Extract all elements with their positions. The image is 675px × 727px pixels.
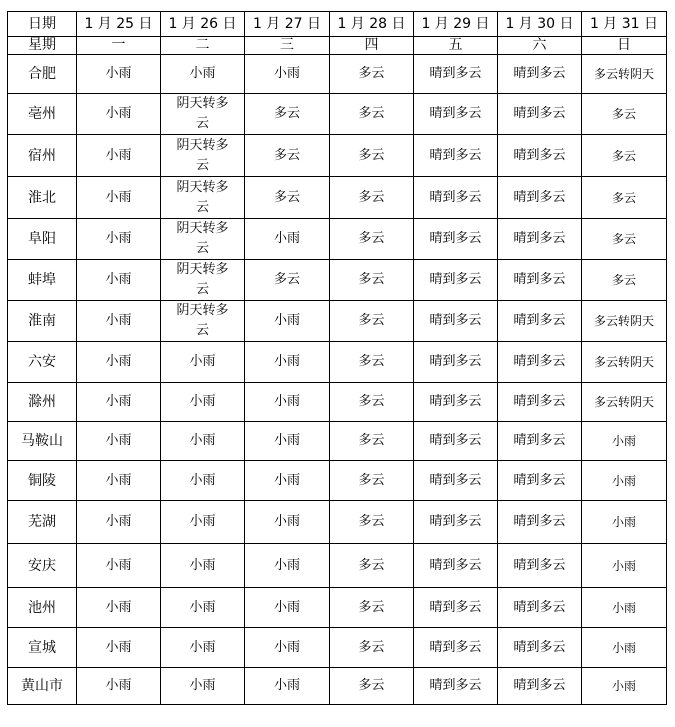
weather-cell: 晴到多云 <box>414 301 498 342</box>
weather-cell: 小雨 <box>161 55 245 94</box>
weather-cell: 多云 <box>330 135 414 177</box>
table-row <box>8 422 667 461</box>
header-date-row <box>8 12 667 37</box>
weekday-header-cell: 二 <box>161 37 245 55</box>
weather-cell: 晴到多云 <box>414 55 498 94</box>
weather-cell: 多云 <box>245 94 330 135</box>
weather-cell: 小雨 <box>582 422 667 461</box>
weather-cell: 多云 <box>245 177 330 219</box>
weather-cell: 小雨 <box>77 260 161 301</box>
weather-cell: 晴到多云 <box>414 544 498 588</box>
table-row <box>8 260 667 301</box>
weather-cell: 小雨 <box>77 219 161 260</box>
weather-cell: 晴到多云 <box>414 501 498 544</box>
weather-cell: 晴到多云 <box>414 588 498 628</box>
weather-cell: 多云 <box>582 260 667 301</box>
table-row <box>8 588 667 628</box>
weather-cell: 小雨 <box>245 544 330 588</box>
weather-cell: 晴到多云 <box>498 260 582 301</box>
city-cell: 安庆 <box>8 544 77 588</box>
weather-cell: 小雨 <box>245 461 330 501</box>
weather-text: 阴天转多云 <box>176 137 229 173</box>
table-row <box>8 544 667 588</box>
weather-cell: 小雨 <box>245 422 330 461</box>
weather-cell <box>161 301 245 342</box>
weather-cell: 多云 <box>330 544 414 588</box>
weather-cell: 多云 <box>330 301 414 342</box>
weather-cell: 多云 <box>330 55 414 94</box>
city-cell: 滁州 <box>8 383 77 422</box>
weather-cell <box>161 219 245 260</box>
weather-cell: 晴到多云 <box>414 260 498 301</box>
weather-cell: 小雨 <box>161 668 245 705</box>
weather-cell: 晴到多云 <box>498 668 582 705</box>
weather-cell: 多云 <box>330 177 414 219</box>
weather-cell: 小雨 <box>77 422 161 461</box>
weather-cell: 小雨 <box>245 301 330 342</box>
weather-cell: 多云 <box>582 135 667 177</box>
weather-cell: 小雨 <box>582 588 667 628</box>
weekday-header-cell: 五 <box>414 37 498 55</box>
city-cell: 合肥 <box>8 55 77 94</box>
weather-cell: 小雨 <box>245 55 330 94</box>
table-row <box>8 219 667 260</box>
weather-cell: 小雨 <box>77 461 161 501</box>
weather-cell: 小雨 <box>161 628 245 668</box>
city-cell: 池州 <box>8 588 77 628</box>
weather-cell: 晴到多云 <box>498 55 582 94</box>
city-cell: 淮南 <box>8 301 77 342</box>
weather-cell: 多云转阴天 <box>582 383 667 422</box>
weather-cell: 多云 <box>330 94 414 135</box>
weather-cell: 小雨 <box>582 544 667 588</box>
weather-cell: 多云 <box>330 461 414 501</box>
weather-forecast-table <box>7 11 667 705</box>
table-row <box>8 55 667 94</box>
city-cell: 蚌埠 <box>8 260 77 301</box>
date-header-cell: 1 月 29 日 <box>414 12 498 37</box>
weather-cell: 晴到多云 <box>414 135 498 177</box>
weather-cell: 小雨 <box>161 422 245 461</box>
weather-cell: 多云 <box>330 260 414 301</box>
city-cell: 铜陵 <box>8 461 77 501</box>
weather-cell: 小雨 <box>245 628 330 668</box>
weather-cell: 小雨 <box>582 668 667 705</box>
date-header-cell: 1 月 30 日 <box>498 12 582 37</box>
weekday-header-cell: 六 <box>498 37 582 55</box>
weather-cell: 小雨 <box>245 668 330 705</box>
city-cell: 淮北 <box>8 177 77 219</box>
city-cell: 宿州 <box>8 135 77 177</box>
weather-cell: 晴到多云 <box>498 219 582 260</box>
weather-cell: 小雨 <box>245 588 330 628</box>
weather-cell: 晴到多云 <box>498 422 582 461</box>
city-cell: 亳州 <box>8 94 77 135</box>
weather-cell: 多云 <box>330 422 414 461</box>
weather-text: 阴天转多云 <box>176 262 229 297</box>
weekday-header-cell: 日 <box>582 37 667 55</box>
weather-cell: 晴到多云 <box>414 94 498 135</box>
weather-cell: 小雨 <box>77 383 161 422</box>
table-row <box>8 135 667 177</box>
weather-cell: 小雨 <box>77 55 161 94</box>
weather-cell: 多云 <box>582 94 667 135</box>
weather-cell: 晴到多云 <box>414 628 498 668</box>
city-cell: 六安 <box>8 342 77 383</box>
weather-cell: 小雨 <box>77 301 161 342</box>
weather-text: 阴天转多云 <box>176 221 229 256</box>
weather-cell: 小雨 <box>77 668 161 705</box>
weather-cell: 多云 <box>330 501 414 544</box>
date-header-cell: 1 月 31 日 <box>582 12 667 37</box>
weather-cell: 小雨 <box>77 544 161 588</box>
weather-cell: 多云 <box>330 219 414 260</box>
weather-cell: 晴到多云 <box>498 628 582 668</box>
weather-cell: 多云 <box>245 260 330 301</box>
weather-cell: 小雨 <box>582 501 667 544</box>
weather-cell: 晴到多云 <box>498 544 582 588</box>
weather-cell: 小雨 <box>245 383 330 422</box>
weather-cell: 晴到多云 <box>498 342 582 383</box>
date-header-cell: 1 月 25 日 <box>77 12 161 37</box>
weather-text: 阴天转多云 <box>176 303 229 338</box>
table-row <box>8 461 667 501</box>
date-header-cell: 1 月 28 日 <box>330 12 414 37</box>
weekday-header-cell: 一 <box>77 37 161 55</box>
weather-cell: 晴到多云 <box>498 301 582 342</box>
city-cell: 黄山市 <box>8 668 77 705</box>
table-row <box>8 501 667 544</box>
city-cell: 宣城 <box>8 628 77 668</box>
weather-cell <box>161 177 245 219</box>
weather-cell: 晴到多云 <box>414 383 498 422</box>
date-header-cell: 1 月 26 日 <box>161 12 245 37</box>
city-cell: 马鞍山 <box>8 422 77 461</box>
weather-text: 阴天转多云 <box>176 96 229 131</box>
weather-cell: 小雨 <box>77 135 161 177</box>
weather-cell: 小雨 <box>77 177 161 219</box>
weather-cell: 晴到多云 <box>414 422 498 461</box>
weather-cell: 小雨 <box>161 544 245 588</box>
weather-cell: 小雨 <box>582 628 667 668</box>
weather-cell: 晴到多云 <box>498 461 582 501</box>
weather-cell <box>161 135 245 177</box>
weather-cell: 晴到多云 <box>414 342 498 383</box>
weather-cell: 晴到多云 <box>414 668 498 705</box>
date-header-cell: 1 月 27 日 <box>245 12 330 37</box>
weather-cell <box>161 94 245 135</box>
weather-cell: 多云转阴天 <box>582 342 667 383</box>
weather-cell: 小雨 <box>161 501 245 544</box>
weather-cell: 小雨 <box>77 628 161 668</box>
weather-cell: 小雨 <box>582 461 667 501</box>
weather-cell: 多云 <box>582 177 667 219</box>
weather-cell: 小雨 <box>245 342 330 383</box>
weather-cell: 晴到多云 <box>414 461 498 501</box>
table-row <box>8 177 667 219</box>
table-row <box>8 342 667 383</box>
table-row <box>8 383 667 422</box>
weekday-header-cell: 四 <box>330 37 414 55</box>
table-row <box>8 628 667 668</box>
header-weekday-row <box>8 37 667 55</box>
weather-cell: 多云转阴天 <box>582 301 667 342</box>
weather-cell <box>161 260 245 301</box>
weekday-header-cell: 三 <box>245 37 330 55</box>
weather-cell: 多云 <box>330 668 414 705</box>
weather-cell: 晴到多云 <box>498 588 582 628</box>
weather-cell: 多云 <box>330 342 414 383</box>
weather-cell: 晴到多云 <box>498 94 582 135</box>
weather-cell: 小雨 <box>245 219 330 260</box>
weather-cell: 多云 <box>582 219 667 260</box>
city-cell: 芜湖 <box>8 501 77 544</box>
weather-cell: 多云 <box>330 588 414 628</box>
weather-cell: 小雨 <box>245 501 330 544</box>
table-row <box>8 301 667 342</box>
weather-cell: 晴到多云 <box>498 383 582 422</box>
weather-cell: 多云 <box>330 628 414 668</box>
table-row <box>8 94 667 135</box>
weather-text: 阴天转多云 <box>176 179 229 215</box>
weather-cell: 小雨 <box>161 383 245 422</box>
weather-cell: 晴到多云 <box>414 219 498 260</box>
weather-cell: 小雨 <box>77 342 161 383</box>
date-label: 日期 <box>8 12 77 37</box>
weather-cell: 小雨 <box>161 588 245 628</box>
weather-cell: 多云 <box>330 383 414 422</box>
weather-cell: 小雨 <box>161 461 245 501</box>
city-cell: 阜阳 <box>8 219 77 260</box>
weather-cell: 小雨 <box>161 342 245 383</box>
weather-cell: 小雨 <box>77 501 161 544</box>
weather-cell: 晴到多云 <box>498 135 582 177</box>
table-row <box>8 668 667 705</box>
weekday-label: 星期 <box>8 37 77 55</box>
weather-cell: 小雨 <box>77 588 161 628</box>
weather-cell: 晴到多云 <box>414 177 498 219</box>
weather-cell: 多云 <box>245 135 330 177</box>
weather-cell: 小雨 <box>77 94 161 135</box>
weather-cell: 多云转阴天 <box>582 55 667 94</box>
weather-cell: 晴到多云 <box>498 177 582 219</box>
weather-cell: 晴到多云 <box>498 501 582 544</box>
